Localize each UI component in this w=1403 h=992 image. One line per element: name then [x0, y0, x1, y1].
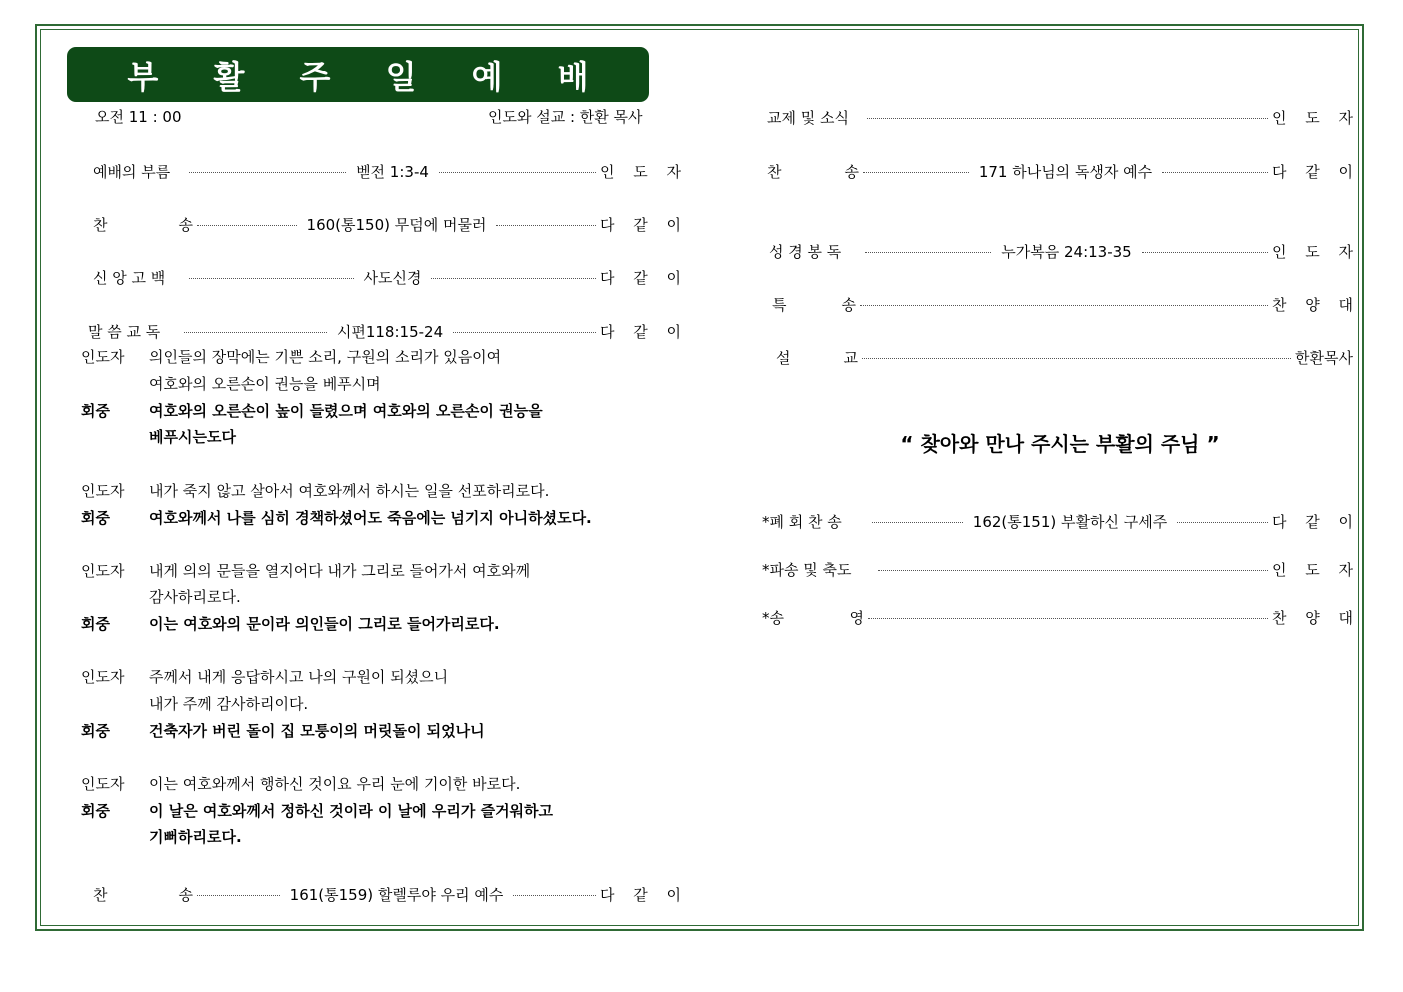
speaker-label: 회중	[81, 615, 110, 633]
order-role: 한환목사	[1295, 348, 1353, 367]
order-label: 영	[849, 608, 864, 627]
order-row	[769, 241, 1361, 261]
reading-line: 주께서 내게 응답하시고 나의 구원이 되셨으니	[149, 668, 449, 686]
order-label: 설	[776, 348, 791, 367]
leader-dots	[863, 172, 969, 173]
order-label: *파송 및 축도	[762, 560, 852, 579]
order-role: 인 도 자	[599, 162, 688, 181]
reading-line: 건축자가 버린 돌이 집 모퉁이의 머릿돌이 되었나니	[149, 722, 485, 740]
leader-dots	[867, 118, 1268, 119]
order-row	[762, 559, 1360, 579]
leader-dots	[1162, 172, 1268, 173]
order-row	[772, 294, 1360, 314]
order-role: 다 같 이	[600, 268, 689, 287]
speaker-label: 회중	[81, 509, 110, 527]
order-role: 찬 양 대	[1271, 295, 1360, 314]
reading-line: 여호와께서 나를 심히 경책하셨어도 죽음에는 넘기지 아니하셨도다.	[149, 509, 592, 527]
reading-line: 감사하리로다.	[149, 588, 241, 606]
speaker-label: 인도자	[81, 348, 125, 366]
order-role: 인 도 자	[1271, 560, 1360, 579]
order-row	[762, 607, 1360, 627]
order-label: 송	[844, 162, 859, 181]
order-label: 송	[841, 295, 856, 314]
leader-dots	[860, 305, 1268, 306]
order-role: 다 같 이	[599, 322, 688, 341]
order-label: 신 앙 고 백	[93, 268, 166, 287]
order-row	[93, 267, 689, 287]
page-title: 부 활 주 일 예 배	[127, 57, 611, 96]
order-row	[767, 161, 1360, 181]
order-reading: 162(통151) 부활하신 구세주	[972, 512, 1168, 531]
order-label: 찬	[93, 885, 108, 904]
leader-dots	[197, 225, 297, 226]
leader-dots	[189, 172, 346, 173]
sermon-title: “ 찾아와 만나 주시는 부활의 주님 ”	[900, 432, 1220, 456]
reading-line: 내게 의의 문들을 열지어다 내가 그리로 들어가서 여호와께	[149, 562, 531, 580]
reading-line: 이는 여호와의 문이라 의인들이 그리로 들어가리로다.	[149, 615, 500, 633]
speaker-label: 회중	[81, 722, 110, 740]
order-label: 송	[178, 215, 193, 234]
leader-dots	[1177, 522, 1268, 523]
reading-line: 베푸시는도다	[149, 428, 236, 446]
leader-dots	[439, 172, 596, 173]
reading-line: 이 날은 여호와께서 정하신 것이라 이 날에 우리가 즐거워하고	[149, 802, 554, 820]
order-row	[88, 321, 688, 341]
leader-info: 인도와 설교 : 한환 목사	[488, 108, 643, 126]
order-row	[767, 107, 1360, 127]
order-label: 교제 및 소식	[767, 108, 849, 127]
speaker-label: 인도자	[81, 562, 125, 580]
order-label: 교	[843, 348, 858, 367]
order-label: 특	[772, 295, 787, 314]
reading-line: 내가 주께 감사하리이다.	[149, 695, 309, 713]
leader-dots	[1142, 252, 1268, 253]
reading-line: 여호와의 오른손이 높이 들렸으며 여호와의 오른손이 권능을	[149, 402, 543, 420]
order-row	[776, 347, 1353, 367]
order-row	[93, 161, 688, 181]
leader-dots	[865, 252, 991, 253]
reading-line: 기뻐하리로다.	[149, 828, 242, 846]
order-reading: 160(통150) 무덤에 머물러	[306, 215, 487, 234]
order-role: 인 도 자	[1271, 108, 1360, 127]
reading-line: 의인들의 장막에는 기쁜 소리, 구원의 소리가 있음이여	[149, 348, 502, 366]
service-time: 오전 11 : 00	[95, 108, 182, 126]
order-reading: 벧전 1:3-4	[356, 162, 429, 181]
leader-dots	[453, 332, 596, 333]
leader-dots	[878, 570, 1268, 571]
reading-line: 이는 여호와께서 행하신 것이요 우리 눈에 기이한 바로다.	[149, 775, 521, 793]
leader-dots	[868, 618, 1268, 619]
order-reading: 사도신경	[363, 268, 422, 287]
order-label: 찬	[767, 162, 782, 181]
leader-dots	[189, 278, 354, 279]
reading-line: 내가 죽지 않고 살아서 여호와께서 하시는 일을 선포하리로다.	[149, 482, 550, 500]
leader-dots	[513, 895, 596, 896]
order-reading: 시편118:15-24	[336, 322, 444, 341]
leader-dots	[496, 225, 596, 226]
order-row	[93, 884, 689, 904]
order-reading: 161(통159) 할렐루야 우리 예수	[289, 885, 504, 904]
order-role: 다 같 이	[1271, 512, 1360, 531]
order-reading: 누가복음 24:13-35	[1001, 242, 1132, 261]
order-role: 찬 양 대	[1271, 608, 1360, 627]
order-label: *송	[762, 608, 784, 627]
order-role: 다 같 이	[600, 215, 689, 234]
speaker-label: 회중	[81, 402, 110, 420]
speaker-label: 인도자	[81, 482, 125, 500]
order-row	[762, 511, 1360, 531]
order-role: 다 같 이	[1271, 162, 1360, 181]
order-label: *폐 회 찬 송	[762, 512, 842, 531]
order-label: 찬	[93, 215, 108, 234]
order-label: 송	[178, 885, 193, 904]
leader-dots	[872, 522, 963, 523]
order-reading: 171 하나님의 독생자 예수	[978, 162, 1153, 181]
leader-dots	[431, 278, 596, 279]
leader-dots	[197, 895, 280, 896]
order-label: 말 씀 교 독	[88, 322, 161, 341]
leader-dots	[184, 332, 327, 333]
order-label: 성 경 봉 독	[769, 242, 842, 261]
speaker-label: 인도자	[81, 668, 125, 686]
order-role: 인 도 자	[1272, 242, 1361, 261]
order-label: 예배의 부름	[93, 162, 171, 181]
order-row	[93, 214, 689, 234]
speaker-label: 인도자	[81, 775, 125, 793]
title-banner	[67, 47, 649, 102]
speaker-label: 회중	[81, 802, 110, 820]
order-role: 다 같 이	[600, 885, 689, 904]
leader-dots	[862, 358, 1291, 359]
reading-line: 여호와의 오른손이 권능을 베푸시며	[149, 375, 381, 393]
